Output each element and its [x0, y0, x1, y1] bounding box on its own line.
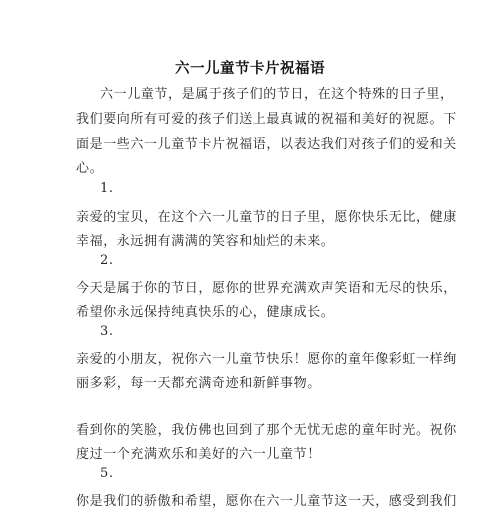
item-2-line-2: 希望你永远保持纯真快乐的心，健康成长。	[76, 305, 335, 320]
item-3-line-2: 丽多彩，每一天都充满奇迹和新鲜事物。	[76, 376, 321, 391]
document-title: 六一儿童节卡片祝福语	[175, 60, 325, 77]
item-number-3: 3.	[100, 324, 114, 339]
item-5-line-1: 你是我们的骄傲和希望，愿你在六一儿童节这一天，感受到我们	[76, 494, 457, 509]
item-1-line-2: 幸福，永远拥有满满的笑容和灿烂的未来。	[76, 234, 335, 249]
item-4-line-2: 度过一个充满欢乐和美好的六一儿童节！	[76, 447, 321, 462]
item-2-line-1: 今天是属于你的节日，愿你的世界充满欢声笑语和无尽的快乐，	[76, 281, 457, 296]
item-number-1: 1.	[100, 181, 114, 196]
item-1-line-1: 亲爱的宝贝，在这个六一儿童节的日子里，愿你快乐无比，健康	[76, 210, 457, 225]
item-4-line-1: 看到你的笑脸，我仿佛也回到了那个无忧无虑的童年时光。祝你	[76, 423, 457, 438]
item-3-line-1: 亲爱的小朋友，祝你六一儿童节快乐！愿你的童年像彩虹一样绚	[76, 352, 457, 367]
intro-line-1: 六一儿童节，是属于孩子们的节日，在这个特殊的日子里，	[100, 87, 454, 102]
intro-line-2: 我们要向所有可爱的孩子们送上最真诚的祝福和美好的祝愿。下	[76, 112, 457, 127]
item-number-5: 5.	[100, 466, 114, 481]
intro-line-3: 面是一些六一儿童节卡片祝福语，以表达我们对孩子们的爱和关	[76, 137, 457, 152]
intro-line-4: 心。	[76, 161, 104, 176]
item-number-2: 2.	[100, 253, 114, 268]
